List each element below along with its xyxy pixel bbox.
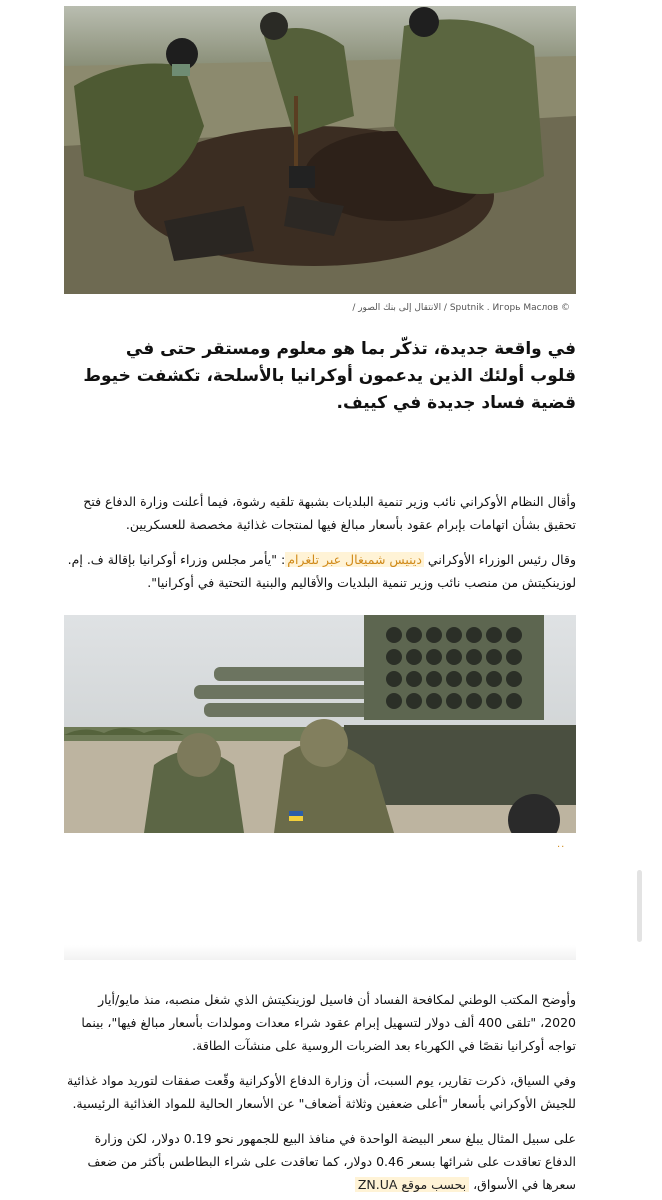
embed-loading-dots: ··: [557, 842, 566, 853]
photo-soldiers-digging-image: [64, 6, 576, 294]
scrollbar-thumb[interactable]: [637, 870, 642, 942]
article-paragraph-4: وفي السياق، ذكرت تقارير، يوم السبت، أن وزارة الدفاع الأوكرانية وقّعت صفقات لتوريد مواد غذائية للجيش الأوكراني بأسعار "أعلى ضعفين وثلاثة أضعاف" عن الأسعار الحالية للمواد الغذائية الرئيسية.: [67, 1073, 576, 1111]
article-photo-rocket-launcher: [64, 615, 576, 833]
telegram-link[interactable]: دينيس شميغال عبر تلغرام: [287, 552, 422, 567]
article-lead: في واقعة جديدة، تذكّر بما هو معلوم ومستقر حتى في قلوب أولئك الذين يدعمون أوكرانيا بالأسلحة، تكشفت خيوط قضية فساد جديدة في كييف.: [83, 339, 576, 413]
embed-placeholder-area: [64, 860, 576, 960]
article-photo-soldiers-digging: [64, 6, 576, 294]
paragraph-5-text: على سبيل المثال يبلغ سعر البيضة الواحدة في منافذ البيع للجمهور نحو 0.19 دولار، لكن وزارة الدفاع تعاقدت على شرائها بسعر 0.46 دولار، كما تعاقدت على شراء البطاطس بأكثر من ضعف سعرها في الأسواق،: [87, 1131, 576, 1192]
photo-rocket-launcher-image: [64, 615, 576, 833]
article-paragraph-5: [64, 1127, 576, 1196]
article-paragraph-1: وأقال النظام الأوكراني نائب وزير تنمية البلديات بشبهة تلقيه رشوة، فيما أعلنت وزارة الدفاع فتح تحقيق بشأن اتهامات بإبرام عقود بأسعار مبالغ فيها لمنتجات غذائية مخصصة للعسكريين.: [83, 494, 576, 532]
article-paragraph-2: [64, 548, 576, 594]
article-paragraph-3: وأوضح المكتب الوطني لمكافحة الفساد أن فاسيل لوزينكيتش الذي شغل منصبه، منذ مايو/أيار 2020، "تلقى 400 ألف دولار لتسهيل إبرام عقود شراء معدات ومولدات بأسعار مبالغ فيها"، بينما تواجه أوكرانيا نقصًا في الكهرباء بعد الضربات الروسية على منشآت الطاقة.: [81, 992, 576, 1053]
paragraph-2-text-start: وقال رئيس الوزراء الأوكراني: [423, 552, 576, 567]
photo-credit[interactable]: © Sputnik . Игорь Маслов / الانتقال إلى بنك الصور /: [352, 303, 570, 313]
paragraph-2-text-end: : "يأمر مجلس وزراء أوكرانيا بإقالة ف. إم. لوزينكيتش من منصب نائب وزير تنمية البلديات والأقاليم والبنية التحتية في أوكرانيا".: [67, 552, 576, 590]
source-link-zn-ua[interactable]: بحسب موقع ZN.UA: [355, 1177, 469, 1192]
